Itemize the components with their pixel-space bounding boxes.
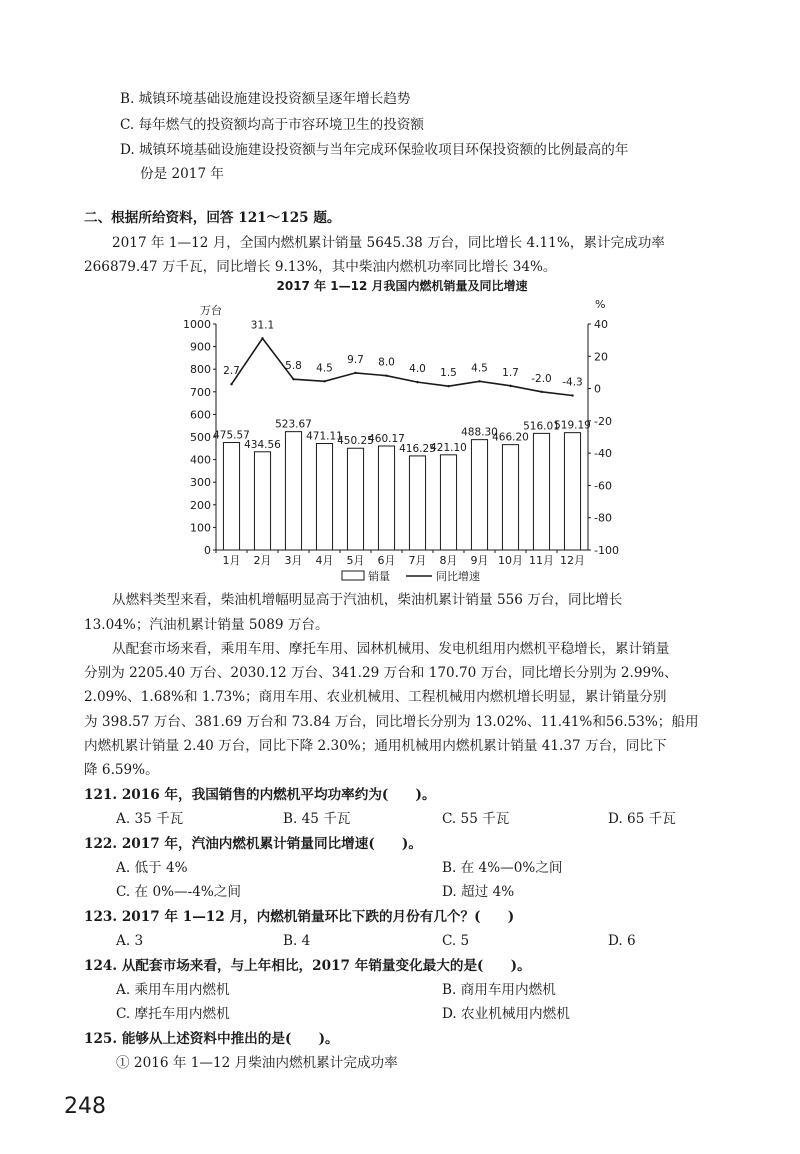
growth-value-label: 4.5 (316, 362, 333, 375)
q121-option-a[interactable]: A. 35 千瓦 (116, 811, 184, 827)
q121-option-d[interactable]: D. 65 千瓦 (608, 811, 676, 827)
q124-option-b[interactable]: B. 商用车用内燃机 (442, 982, 556, 998)
bar-sales (285, 432, 301, 550)
para2-line3: 2.09%、1.68%和 1.73%；商用车用、农业机械用、工程机械用内燃机增长明显，累计销量分别 (84, 689, 667, 705)
q124-option-d[interactable]: D. 农业机械用内燃机 (442, 1006, 570, 1022)
q123-option-d[interactable]: D. 6 (608, 933, 636, 949)
left-tick-label: 1000 (183, 318, 211, 331)
left-tick-label: 500 (190, 431, 211, 444)
growth-value-label: 1.7 (502, 366, 519, 379)
bar-value-label: 416.25 (399, 442, 436, 455)
left-axis-unit: 万台 (200, 304, 222, 317)
growth-value-label: 4.5 (471, 362, 488, 375)
growth-line (232, 338, 573, 395)
right-tick-label: 20 (594, 350, 608, 364)
right-axis-unit: % (595, 298, 606, 311)
x-tick-label: 2月 (253, 554, 272, 567)
left-tick-label: 300 (190, 476, 211, 490)
growth-point (261, 337, 263, 339)
bar-sales (347, 448, 363, 550)
right-tick-label: 40 (594, 318, 608, 331)
left-tick-label: 200 (190, 498, 211, 512)
growth-point (323, 380, 325, 382)
growth-value-label: 9.7 (347, 353, 364, 366)
q122-stem: 122. 2017 年，汽油内燃机累计销量同比增速( )。 (84, 836, 422, 852)
right-tick-label: -40 (594, 447, 612, 461)
left-tick-label: 900 (190, 340, 211, 354)
para1-line1: 从燃料类型来看，柴油机增幅明显高于汽油机，柴油机累计销量 556 万台，同比增长 (112, 592, 623, 608)
bar-value-label: 488.30 (461, 426, 498, 439)
chart-legend (342, 569, 480, 583)
x-tick-label: 1月 (222, 554, 241, 567)
bar-value-label: 519.19 (554, 419, 591, 432)
growth-point (478, 380, 480, 382)
right-tick-label: 0 (594, 382, 601, 396)
bar-sales (533, 433, 549, 550)
q122-option-d[interactable]: D. 超过 4% (442, 884, 515, 900)
x-tick-label: 3月 (284, 554, 303, 567)
section-heading: 二、根据所给资料，回答 121～125 题。 (84, 210, 341, 226)
growth-point (385, 374, 387, 376)
q121-stem: 121. 2016 年，我国销售的内燃机平均功率约为( )。 (84, 787, 436, 803)
intro-line1: 2017 年 1—12 月，全国内燃机累计销量 5645.38 万台，同比增长 4.11%，累计完成功率 (112, 235, 665, 251)
x-tick-label: 10月 (498, 554, 523, 567)
x-tick-label: 9月 (470, 554, 489, 567)
growth-value-label: -4.3 (562, 376, 583, 389)
page-number: 248 (64, 1094, 106, 1119)
bar-value-label: 516.01 (523, 420, 560, 433)
chart-title: 2017 年 1—12 月我国内燃机销量及同比增速 (276, 279, 528, 293)
left-tick-label: 800 (190, 363, 211, 377)
bar-sales (316, 444, 332, 550)
bar-value-label: 450.25 (337, 435, 374, 448)
bar-sales (223, 443, 239, 550)
option-c-prev: C. 每年燃气的投资额均高于市容环境卫生的投资额 (120, 117, 425, 133)
legend-line-label: 同比增速 (436, 570, 480, 583)
plot-area (183, 318, 619, 567)
intro-line2: 266879.47 万千瓦，同比增长 9.13%，其中柴油内燃机功率同比增长 34%。 (84, 259, 557, 275)
legend-bar-label: 销量 (368, 570, 390, 583)
bar-value-label: 466.20 (492, 431, 529, 444)
x-tick-label: 4月 (315, 554, 334, 567)
q121-option-c[interactable]: C. 55 千瓦 (442, 811, 510, 827)
para1-line2: 13.04%；汽油机累计销量 5089 万台。 (84, 617, 329, 633)
left-tick-label: 100 (190, 521, 211, 535)
q123-stem: 123. 2017 年 1—12 月，内燃机销量环比下跌的月份有几个？( ) (84, 909, 515, 925)
growth-point (540, 391, 542, 393)
bar-value-label: 471.11 (306, 430, 343, 443)
right-tick-label: -100 (594, 544, 619, 557)
q122-option-c[interactable]: C. 在 0%—-4%之间 (116, 884, 241, 900)
bar-value-label: 434.56 (244, 438, 281, 451)
x-tick-label: 11月 (529, 554, 554, 567)
x-tick-label: 6月 (377, 554, 396, 567)
q121-option-b[interactable]: B. 45 千瓦 (283, 811, 351, 827)
growth-value-label: 8.0 (378, 356, 395, 369)
growth-value-label: 1.5 (440, 367, 457, 380)
legend-bar-swatch (342, 571, 364, 580)
q123-option-a[interactable]: A. 3 (116, 933, 144, 949)
bar-sales (502, 445, 518, 550)
growth-point (447, 385, 449, 387)
q122-option-a[interactable]: A. 低于 4% (116, 860, 188, 876)
growth-point (292, 378, 294, 380)
growth-point (416, 381, 418, 383)
para2-line2: 分别为 2205.40 万台、2030.12 万台、341.29 万台和 170.70 万台，同比增长分别为 2.99%、 (84, 665, 678, 681)
growth-value-label: 5.8 (285, 360, 302, 373)
para2-line6: 降 6.59%。 (84, 762, 159, 778)
bar-sales (409, 456, 425, 550)
right-tick-label: -20 (594, 414, 612, 428)
q124-option-a[interactable]: A. 乘用车用内燃机 (116, 982, 230, 998)
q125-item1[interactable]: ① 2016 年 1—12 月柴油内燃机累计完成功率 (116, 1055, 398, 1071)
para2-line1: 从配套市场来看，乘用车用、摩托车用、园林机械用、发电机组用内燃机平稳增长，累计销量 (112, 641, 670, 657)
left-tick-label: 700 (190, 385, 211, 399)
bar-value-label: 475.57 (213, 429, 250, 442)
growth-point (230, 383, 232, 385)
growth-point (509, 385, 511, 387)
q122-option-b[interactable]: B. 在 4%—0%之间 (442, 860, 563, 876)
para2-line4: 为 398.57 万台、381.69 万台和 73.84 万台，同比增长分别为 13.02%、11.41%和56.53%；船用 (84, 714, 699, 730)
growth-value-label: 2.7 (223, 365, 240, 378)
option-d-prev-line1: D. 城镇环境基础设施建设投资额与当年完成环保验收项目环保投资额的比例最高的年 (120, 142, 629, 158)
bar-sales (254, 452, 270, 550)
x-tick-label: 12月 (560, 554, 585, 567)
para2-line5: 内燃机累计销量 2.40 万台，同比下降 2.30%；通用机械用内燃机累计销量 41.37 万台，同比下 (84, 738, 667, 754)
growth-value-label: 31.1 (250, 319, 275, 332)
q123-option-b[interactable]: B. 4 (283, 933, 311, 949)
growth-value-label: 4.0 (409, 363, 426, 376)
bar-value-label: 421.10 (430, 441, 467, 454)
q124-option-c[interactable]: C. 摩托车用内燃机 (116, 1006, 230, 1022)
bar-value-label: 460.17 (368, 433, 405, 446)
bar-value-label: 523.67 (275, 418, 312, 431)
left-tick-label: 400 (190, 453, 211, 467)
growth-value-label: -2.0 (531, 372, 552, 385)
bar-sales (440, 455, 456, 550)
bar-sales (564, 433, 580, 550)
sales-growth-chart (170, 278, 640, 588)
bar-sales (471, 440, 487, 550)
growth-point (354, 372, 356, 374)
left-tick-label: 600 (190, 408, 211, 422)
q124-stem: 124. 从配套市场来看，与上年相比，2017 年销量变化最大的是( )。 (84, 958, 531, 974)
option-d-prev-line2: 份是 2017 年 (140, 166, 225, 182)
growth-point (571, 394, 573, 396)
x-tick-label: 7月 (408, 554, 427, 567)
q125-stem: 125. 能够从上述资料中推出的是( )。 (84, 1031, 339, 1047)
x-tick-label: 5月 (346, 554, 365, 567)
right-tick-label: -60 (594, 479, 612, 493)
right-tick-label: -80 (594, 511, 612, 525)
x-tick-label: 8月 (439, 554, 458, 567)
q123-option-c[interactable]: C. 5 (442, 933, 470, 949)
bar-sales (378, 446, 394, 550)
option-b-prev: B. 城镇环境基础设施建设投资额呈逐年增长趋势 (120, 91, 411, 107)
left-tick-label: 0 (204, 544, 211, 557)
